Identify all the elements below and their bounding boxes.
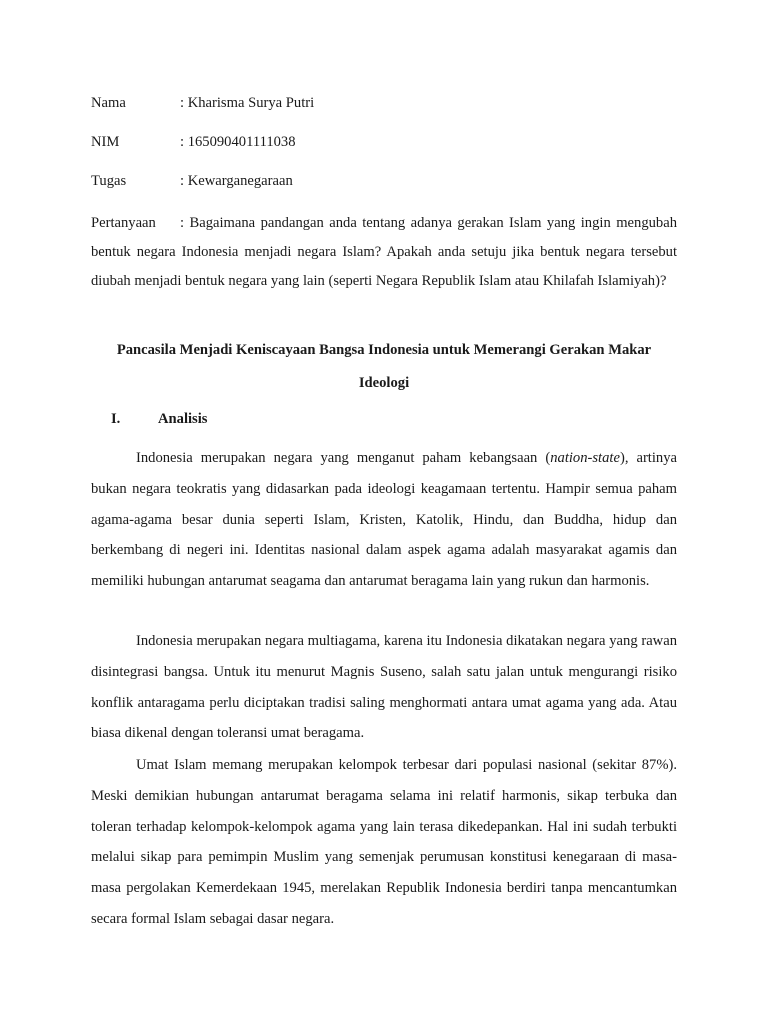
question-block <box>91 209 677 296</box>
paragraph-1 <box>91 443 677 597</box>
paragraph-1-end: ), artinya bukan negara teokratis yang didasarkan pada ideologi keagamaan tertentu. Hampir semua paham agama-agama besar dunia seperti Islam, Kristen, Katolik, Hindu, dan Buddha, hidup dan berkembang di negeri ini. Identitas nasional dalam aspek agama adalah masyarakat agamis dan memiliki hubungan antarumat seagama dan antarumat beragama lain yang rukun dan harmonis. <box>91 450 677 590</box>
nim-value: : 165090401111038 <box>180 134 296 150</box>
section-title: Analisis <box>158 411 208 427</box>
tugas-label: Tugas <box>91 173 127 189</box>
nim-label: NIM <box>91 134 120 150</box>
name-label: Nama <box>91 95 126 111</box>
section-number: I. <box>111 411 121 427</box>
document-page <box>91 0 677 1024</box>
tugas-row <box>91 170 677 192</box>
paragraph-2: Indonesia merupakan negara multiagama, karena itu Indonesia dikatakan negara yang rawan disintegrasi bangsa. Untuk itu menurut Magnis Suseno, salah satu jalan untuk mengurangi risiko konflik antaragama perlu diciptakan tradisi saling menghormati antara umat agama yang ada. Atau biasa dikenal dengan toleransi umat beragama. <box>91 633 677 742</box>
question-label: Pertanyaan <box>91 215 156 231</box>
question-text: : Bagaimana pandangan anda tentang adanya gerakan Islam yang ingin mengubah bentuk negara Indonesia menjadi negara Islam? Apakah anda setuju jika bentuk negara tersebut diubah menjadi bentuk negara yang lain (seperti Negara Republik Islam atau Khilafah Islamiyah)? <box>91 215 677 289</box>
nim-row <box>91 131 677 153</box>
paragraph-3: Umat Islam memang merupakan kelompok terbesar dari populasi nasional (sekitar 87%). Meski demikian hubungan antarumat beragama selama ini relatif harmonis, sikap terbuka dan toleran terhadap kelompok-kelompok agama yang lain terasa dikedepankan. Hal ini sudah terbukti melalui sikap para pemimpin Muslim yang semenjak perumusan konstitusi kenegaraan di masa-masa pergolakan Kemerdekaan 1945, merelakan Republik Indonesia berdiri tanpa mencantumkan secara formal Islam sebagai dasar negara. <box>91 757 677 927</box>
name-row <box>91 92 677 114</box>
name-value: : Kharisma Surya Putri <box>180 95 315 111</box>
paragraph-1-start: Indonesia merupakan negara yang menganut paham kebangsaan ( <box>136 450 551 466</box>
document-title: Pancasila Menjadi Keniscayaan Bangsa Indonesia untuk Memerangi Gerakan Makar Ideologi <box>116 342 652 391</box>
tugas-value: : Kewarganegaraan <box>180 173 293 189</box>
nation-state-term: nation-state <box>550 450 620 466</box>
